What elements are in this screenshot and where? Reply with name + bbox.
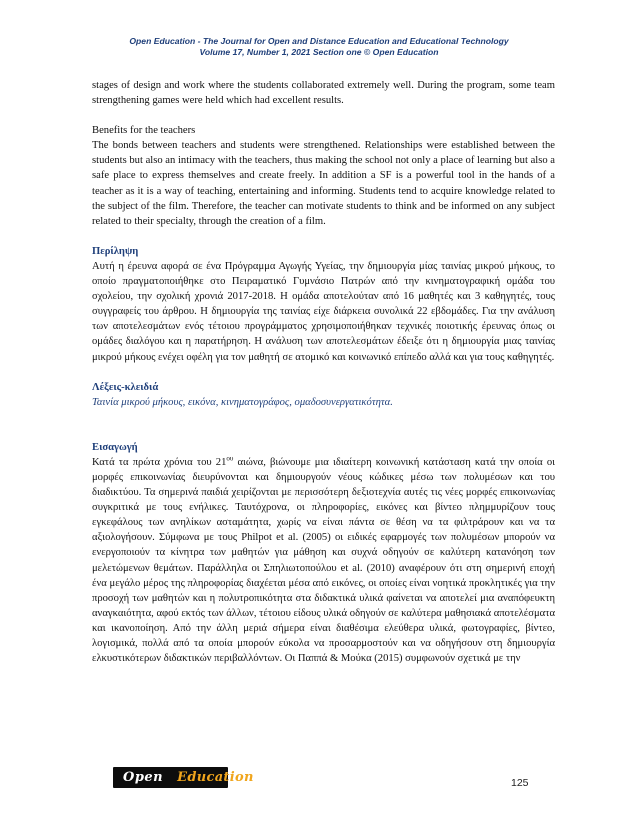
introduction-paragraph: [92, 455, 555, 666]
introduction-heading: Εισαγωγή: [92, 441, 138, 453]
benefits-heading: Benefits for the teachers: [92, 125, 196, 137]
intro-paragraph: stages of design and work where the students collaborated extremely well. During the program, some team strengthening games were held which had excellent results.: [92, 80, 555, 107]
century-superscript: ου: [226, 454, 234, 463]
article-body: [92, 78, 555, 666]
summary-paragraph: Αυτή η έρευνα αφορά σε ένα Πρόγραμμα Αγωγής Υγείας, την δημιουργία μίας ταινίας μικρού μήκους, το οποίο πραγματοποιήθηκε στο Πειραματικό Γυμνάσιο Πατρών από την κινηματογραφική ομάδα του σχολείου, την σχολική χρονιά 2017-2018. Η ομάδα αποτελούταν από 16 μαθητές και 3 καθηγητές, τους συγγραφείς του άρθρου. Η δημιουργία της ταινίας είχε διάρκεια συνολικά 22 εβδομάδες. Για την ανάλυση των αποτελεσμάτων ενός τέτοιου προγράμματος χρησιμοποιήθηκαν τεχνικές ποιοτικής έρευνας όπως οι ομάδες διαλόγου και η παρατήρηση. Η ανάλυση των αποτελεσμάτων έδειξε ότι η δημιουργία μιας ταινίας μικρού μήκους ενέχει οφέλη για τον μαθητή σε ατομικό και κοινωνικό επίπεδο αλλά και για τους καθηγητές.: [92, 260, 555, 363]
introduction-text-start: Κατά τα πρώτα χρόνια του 21: [92, 456, 227, 468]
keywords-text: Ταινία μικρού μήκους, εικόνα, κινηματογράφος, ομαδοσυνεργατικότητα.: [92, 396, 393, 408]
logo-education-text: Education: [177, 770, 254, 785]
journal-header: [0, 36, 638, 58]
benefits-paragraph: The bonds between teachers and students were strengthened. Relationships were established between the students but also an intimacy with the teachers, thus making the school not only a place of learning but also a safe place to express themselves and create freely. In addition a SF is a powerful tool in the hands of a teacher as it is a way of teaching, entertaining and informing. Students tend to acquire knowledge related to the subject of the film. Therefore, the teacher can motivate students to think and be informed on any subject related to their specialty, through the creation of a film.: [92, 140, 555, 227]
keywords-heading: Λέξεις-κλειδιά: [92, 381, 159, 393]
logo-open-text: Open: [123, 770, 164, 785]
summary-heading: Περίληψη: [92, 245, 139, 257]
journal-header-title: Open Education - The Journal for Open and Distance Education and Educational Technology: [129, 36, 509, 46]
open-education-logo: [113, 767, 254, 788]
introduction-text-rest: αιώνα, βιώνουμε μια ιδιαίτερη κοινωνική κατάσταση κατά την οποία οι μορφές επικοινωνίας διευρύνονται και δημιουργούν νέους κώδικες μέσω των πολυμέσων και του διαδικτύου. Τα σημερινά παιδιά χειρίζονται με περισσότερη δεξιοτεχνία αυτές τις νέες μορφές επικοινωνίας συγκριτικά με τους ενήλικες. Ταυτόχρονα, οι πληροφορίες, εικόνες και βίντεο πλημμυρίζουν τους εγκεφάλους των ανηλίκων ασταμάτητα, χωρίς να είναι πάντα σε θέση να τα φιλτράρουν και να τα αξιολογήσουν. Σύμφωνα με τους Philpot et al. (2005) οι ειδικές εφαρμογές των πολυμέσων μπορούν να ενεργοποιούν τα κίνητρα των μαθητών για μάθηση και συχνά οδηγούν σε καλύτερη κατανόηση των μελετώμενων θεμάτων. Παράλληλα οι Σπηλιωτοπούλου et al. (2010) αναφέρουν ότι στη σημερινή εποχή ένα μεγάλο μέρος της πληροφορίας διαχέεται μέσα από εικόνες, οι οποίες είναι νοητικά προκλητικές για την προσοχή των μαθητών και η πολυτροπικότητα στα διδακτικά υλικά φαίνεται να αποτελεί μια αναπόφευκτη αναγκαιότητα, αφού εκτός των άλλων, τέτοιου είδους υλικά οδηγούν σε καλύτερα μαθησιακά αποτελέσματα και ικανοποίηση. Από την άλλη μεριά σήμερα είναι διαθέσιμα ελεύθερα υλικά, φωτογραφίες, βίντεο, λογισμικά, πολλά από τα οποία μπορούν εύκολα να προσαρμοστούν και να οδηγήσουν στη δημιουργία ελκυστικότερων διδακτικών περιβαλλόντων. Οι Παππά & Μούκα (2015) συμφωνούν σχετικά με την: [92, 456, 555, 665]
page-number: 125: [511, 777, 529, 789]
journal-header-issue: Volume 17, Number 1, 2021 Section one © Open Education: [199, 47, 439, 57]
